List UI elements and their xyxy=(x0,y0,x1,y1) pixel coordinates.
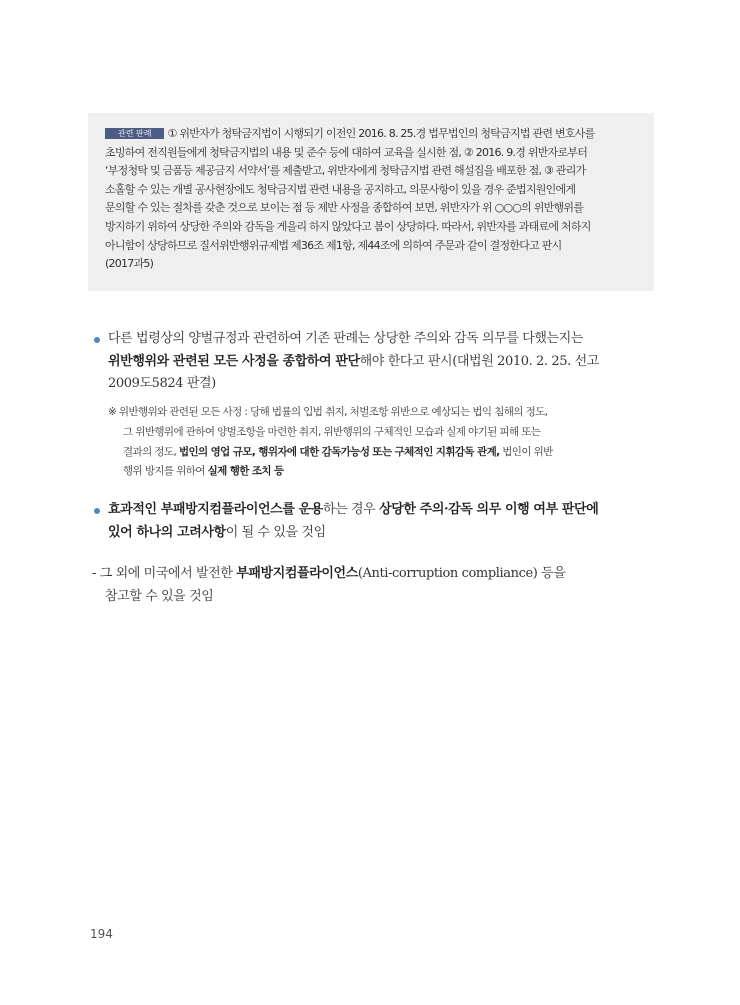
bullet1-line-2: 위반행위와 관련된 모든 사정을 종합하여 판단해야 한다고 판시(대법원 2010. 2. 25. 선고 xyxy=(108,353,599,369)
note-line-3: 결과의 정도, 법인의 영업 규모, 행위자에 대한 감독가능성 또는 구체적인 지휘감독 관계, 법인이 위반 xyxy=(123,445,553,458)
bullet1-line-3: 2009도5824 판결) xyxy=(108,376,216,391)
bullet-dot-icon xyxy=(94,508,100,514)
bullet-paragraph-compliance xyxy=(108,499,661,544)
dash-line-2: 참고할 수 있을 것임 xyxy=(105,588,214,604)
bullet2-line-2: 있어 하나의 고려사항이 될 수 있을 것임 xyxy=(108,524,326,540)
bullet2-line-1: 효과적인 부패방지컴플라이언스를 운용하는 경우 상당한 주의·감독 의무 이행 여부 판단에 xyxy=(108,502,599,517)
case-line-7: 아니함이 상당하므로 질서위반행위규제법 제36조 제1항, 제44조에 의하여 주문과 같이 결정한다고 판시 xyxy=(105,238,562,252)
case-line-1: 관련 판례 ① 위반자가 청탁금지법이 시행되기 이전인 2016. 8. 25.경 법무법인의 청탁금지법 관련 변호사를 xyxy=(105,125,637,144)
note-line-1: ※ 위반행위와 관련된 모든 사정 : 당해 법률의 입법 취지, 처벌조항 위반으로 예상되는 법익 침해의 정도, xyxy=(108,406,548,418)
case-line-6: 방지하기 위하여 상당한 주의와 감독을 게을리 하지 않았다고 봄이 상당하다. 따라서, 위반자를 과태료에 처하지 xyxy=(105,219,591,233)
case-line-8: (2017과5) xyxy=(105,257,154,271)
dash-paragraph-us-compliance xyxy=(92,563,662,608)
note-line-4: 행위 방지를 위하여 실제 행한 조치 등 xyxy=(123,465,284,478)
case-line-5: 문의할 수 있는 절차를 갖춘 것으로 보이는 점 등 제반 사정을 종합하여 보면, 위반자가 위 ○○○의 위반행위를 xyxy=(105,201,584,215)
bullet-dot-icon xyxy=(94,337,100,343)
bullet1-line-1: 다른 법령상의 양벌규정과 관련하여 기존 판례는 상당한 주의와 감독 의무를 다했는지는 xyxy=(108,331,584,346)
note-paragraph xyxy=(108,403,661,482)
case-line-4: 소홀할 수 있는 개별 공사현장에도 청탁금지법 관련 내용을 공지하고, 의문사항이 있을 경우 준법지원인에게 xyxy=(105,182,576,196)
case-line-2: 초빙하여 전직원들에게 청탁금지법의 내용 및 준수 등에 대하여 교육을 실시한 점, ② 2016. 9.경 위반자로부터 xyxy=(105,145,588,159)
related-case-box xyxy=(88,113,654,291)
bullet-paragraph-precedent xyxy=(108,328,661,396)
page-number: 194 xyxy=(90,927,113,941)
related-case-tag: 관련 판례 xyxy=(105,128,164,139)
dash-line-1: - 그 외에 미국에서 발전한 부패방지컴플라이언스(Anti-corruption compliance) 등을 xyxy=(92,566,566,581)
case-line-3: ‘부정청탁 및 금품등 제공금지 서약서’를 제출받고, 위반자에게 청탁금지법 관련 해설집을 배포한 점, ③ 관리가 xyxy=(105,164,586,178)
note-line-2: 그 위반행위에 관하여 양벌조항을 마련한 취지, 위반행위의 구체적인 모습과 실제 야기된 피해 또는 xyxy=(123,425,541,438)
